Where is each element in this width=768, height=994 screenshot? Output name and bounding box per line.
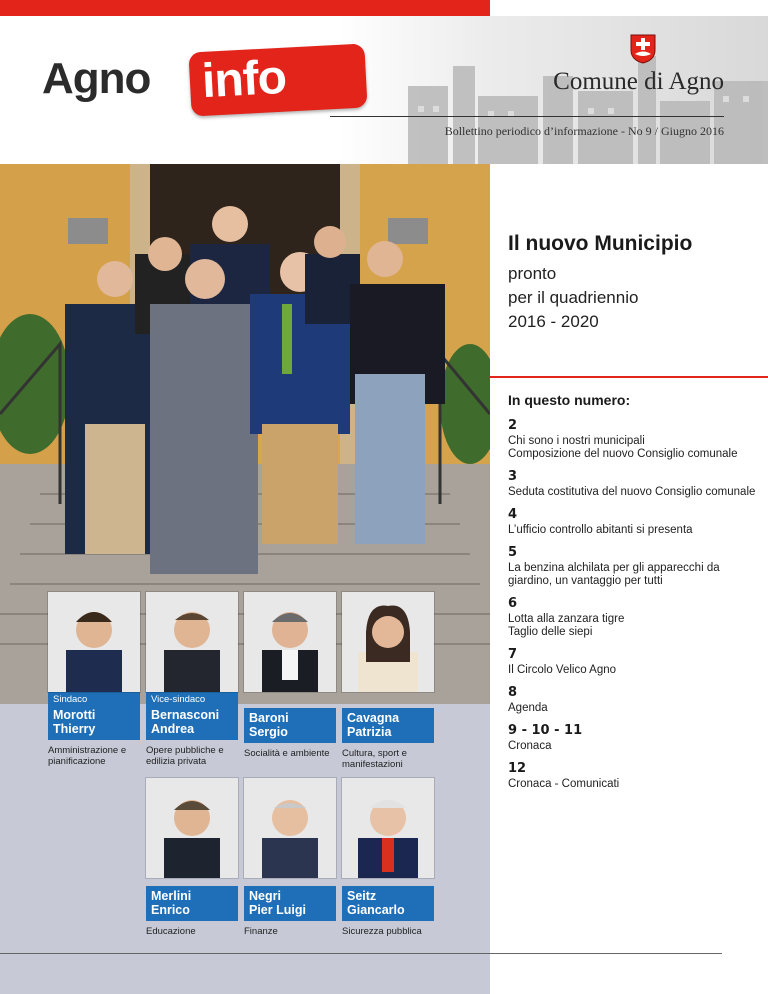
toc-item[interactable] xyxy=(508,723,756,753)
logo-info-text: info xyxy=(200,50,288,109)
toc-item[interactable] xyxy=(508,596,756,639)
comune-di-agno-wordmark: Comune di Agno xyxy=(553,68,724,95)
member-firstname: Andrea xyxy=(151,722,195,736)
member-firstname: Thierry xyxy=(53,722,96,736)
toc-item[interactable] xyxy=(508,469,756,499)
member-card xyxy=(244,778,336,937)
member-department: Opere pubbliche e edilizia privata xyxy=(146,745,224,767)
toc-page-number: 5 xyxy=(508,545,518,560)
member-portrait xyxy=(342,778,434,878)
toc-item[interactable] xyxy=(508,647,756,677)
member-firstname: Giancarlo xyxy=(347,903,405,917)
top-red-bar xyxy=(0,0,490,16)
member-portrait xyxy=(342,592,434,692)
member-name xyxy=(244,708,336,743)
section-divider xyxy=(490,376,768,378)
toc-page-number: 4 xyxy=(508,507,518,522)
member-role-spacer xyxy=(342,878,434,886)
member-name xyxy=(342,886,434,921)
subtitle-line: 2016 - 2020 xyxy=(508,312,599,331)
member-card xyxy=(48,592,140,767)
member-card xyxy=(146,592,238,767)
member-portrait xyxy=(244,592,336,692)
toc-entry-text: Cronaca - Comunicati xyxy=(508,778,620,790)
masthead xyxy=(0,16,768,164)
member-department: Sicurezza pubblica xyxy=(342,926,422,937)
toc-page-number: 9 - 10 - 11 xyxy=(508,723,583,738)
toc-entry-text: Chi sono i nostri municipali xyxy=(508,435,645,447)
member-firstname: Enrico xyxy=(151,903,190,917)
toc-entry-text: Il Circolo Velico Agno xyxy=(508,664,617,676)
member-department: Cultura, sport e manifestazioni xyxy=(342,748,407,770)
member-department: Educazione xyxy=(146,926,196,937)
toc-entry-text: La benzina alchilata per gli apparecchi da giardino, un vantaggio per tutti xyxy=(508,562,720,587)
toc-item[interactable] xyxy=(508,507,756,537)
table-of-contents xyxy=(508,418,756,799)
toc-entry-text: Lotta alla zanzara tigre xyxy=(508,613,625,625)
logo-agno-text: Agno xyxy=(42,54,151,103)
member-role-spacer xyxy=(244,692,336,708)
member-name xyxy=(146,886,238,921)
member-surname: Morotti xyxy=(53,708,96,722)
member-card xyxy=(342,778,434,937)
member-portrait xyxy=(48,592,140,692)
toc-title: In questo numero: xyxy=(508,392,631,408)
member-portrait xyxy=(146,778,238,878)
member-name xyxy=(244,886,336,921)
headline-panel xyxy=(490,164,768,994)
footer-rule xyxy=(0,953,722,954)
member-department: Socialità e ambiente xyxy=(244,748,330,759)
headline-subtitle xyxy=(508,262,748,334)
member-name xyxy=(342,708,434,743)
toc-entry-text: Composizione del nuovo Consiglio comunale xyxy=(508,448,738,460)
member-portrait xyxy=(244,778,336,878)
member-surname: Cavagna xyxy=(347,711,400,725)
toc-item[interactable] xyxy=(508,418,756,461)
toc-entry-text: Seduta costitutiva del nuovo Consiglio comunale xyxy=(508,486,756,498)
member-department: Amministrazione e pianificazione xyxy=(48,745,127,767)
member-surname: Merlini xyxy=(151,889,192,903)
member-card xyxy=(342,592,434,770)
member-name xyxy=(48,705,140,740)
headline-title: Il nuovo Municipio xyxy=(508,232,693,255)
member-role-spacer xyxy=(146,878,238,886)
member-surname: Negri xyxy=(249,889,281,903)
toc-entry-text: Agenda xyxy=(508,702,548,714)
member-surname: Bernasconi xyxy=(151,708,220,722)
toc-page-number: 2 xyxy=(508,418,518,433)
member-name xyxy=(146,705,238,740)
toc-item[interactable] xyxy=(508,685,756,715)
toc-page-number: 6 xyxy=(508,596,518,611)
member-role-spacer xyxy=(244,878,336,886)
member-firstname: Pier Luigi xyxy=(249,903,306,917)
toc-entry-text: Taglio delle siepi xyxy=(508,626,593,638)
member-firstname: Sergio xyxy=(249,725,288,739)
coat-of-arms-icon xyxy=(630,34,656,64)
subtitle-line: per il quadriennio xyxy=(508,288,639,307)
member-role-spacer xyxy=(342,692,434,708)
toc-page-number: 8 xyxy=(508,685,518,700)
toc-page-number: 12 xyxy=(508,761,527,776)
member-surname: Seitz xyxy=(347,889,377,903)
member-surname: Baroni xyxy=(249,711,289,725)
toc-item[interactable] xyxy=(508,761,756,791)
member-firstname: Patrizia xyxy=(347,725,392,739)
toc-item[interactable] xyxy=(508,545,756,588)
toc-page-number: 7 xyxy=(508,647,518,662)
toc-entry-text: L’ufficio controllo abitanti si presenta xyxy=(508,524,693,536)
toc-entry-text: Cronaca xyxy=(508,740,552,752)
member-role: Sindaco xyxy=(48,692,140,705)
member-role: Vice-sindaco xyxy=(146,692,238,705)
member-card xyxy=(146,778,238,937)
masthead-rule xyxy=(330,116,724,117)
toc-page-number: 3 xyxy=(508,469,518,484)
subtitle-line: pronto xyxy=(508,264,557,283)
member-portrait xyxy=(146,592,238,692)
issue-info: Bollettino periodico d’informazione - No 9 / Giugno 2016 xyxy=(444,124,724,138)
member-department: Finanze xyxy=(244,926,278,937)
member-card xyxy=(244,592,336,759)
